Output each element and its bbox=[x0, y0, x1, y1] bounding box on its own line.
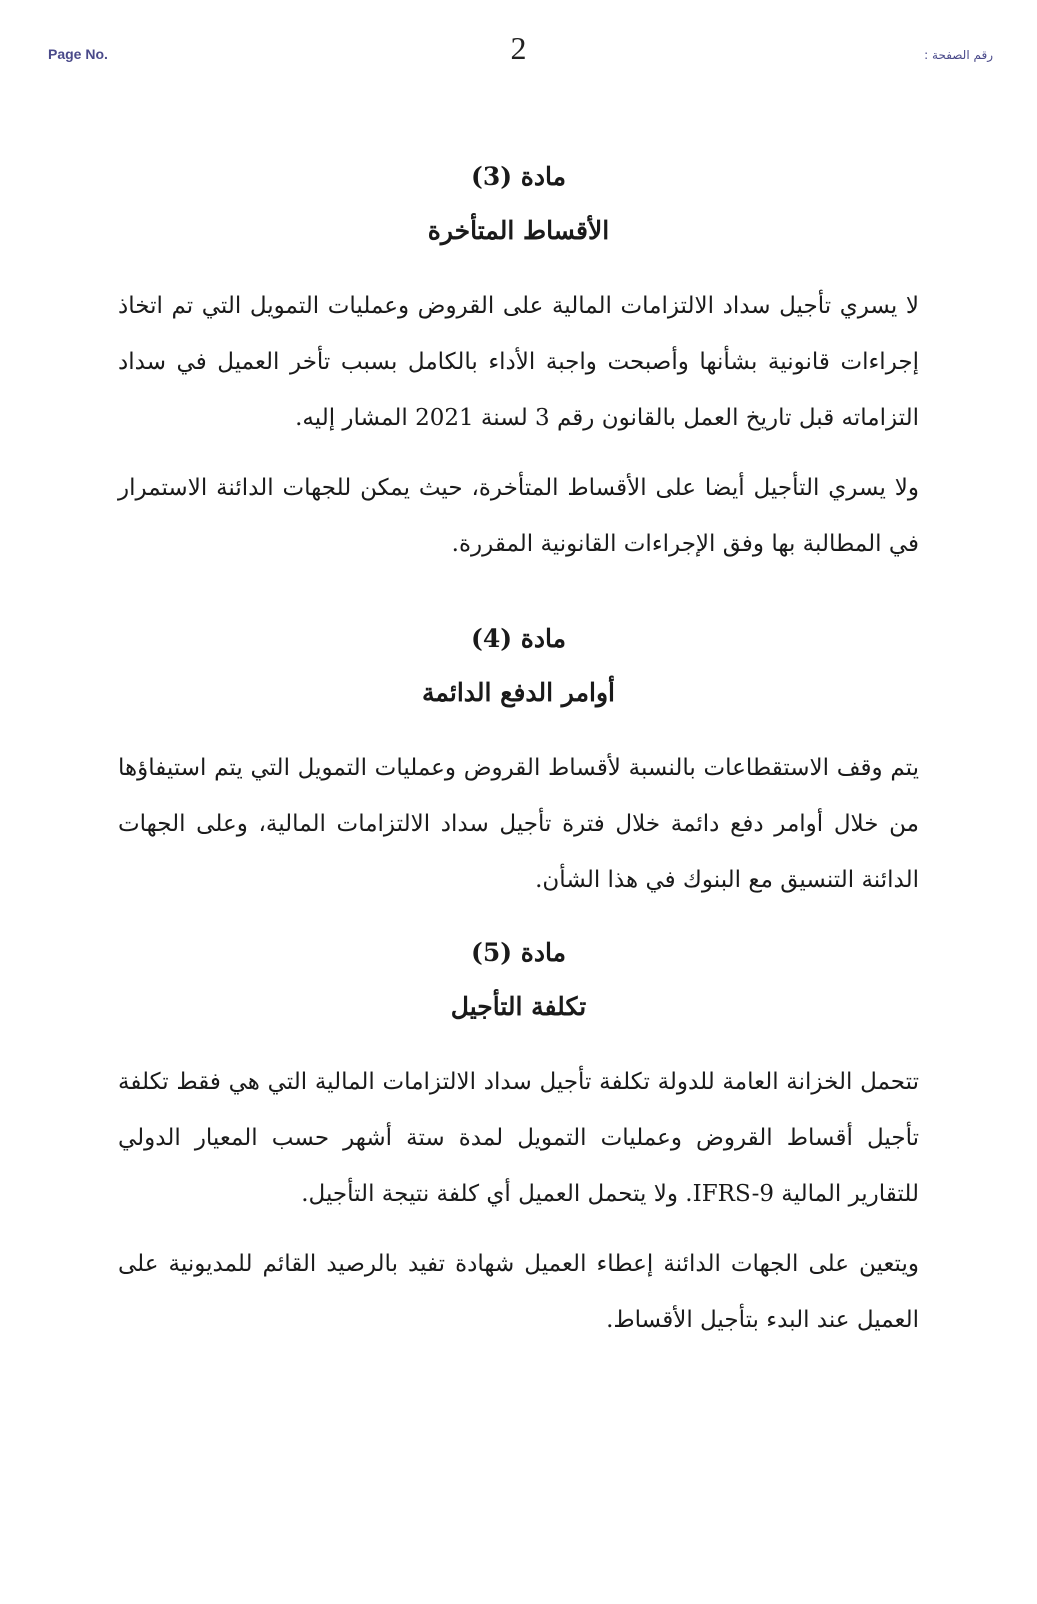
article-paragraph: ويتعين على الجهات الدائنة إعطاء العميل شهادة تفيد بالرصيد القائم للمديونية على العميل عند البدء بتأجيل الأقساط. bbox=[118, 1251, 919, 1333]
article-3 bbox=[118, 158, 919, 572]
page-number: 2 bbox=[510, 30, 527, 66]
article-paragraph: يتم وقف الاستقطاعات بالنسبة لأقساط القروض وعمليات التمويل التي يتم استيفاؤها من خلال أوامر دفع دائمة خلال فترة تأجيل سداد الالتزامات المالية، وعلى الجهات الدائنة التنسيق مع البنوك في هذا الشأن. bbox=[118, 755, 919, 893]
article-paragraph: ولا يسري التأجيل أيضا على الأقساط المتأخرة، حيث يمكن للجهات الدائنة الاستمرار في المطالبة بها وفق الإجراءات القانونية المقررة. bbox=[118, 475, 919, 557]
page-no-label: Page No. bbox=[48, 46, 108, 62]
page-no-label-arabic: رقم الصفحة : bbox=[924, 48, 993, 62]
article-number: مادة (3) bbox=[470, 162, 567, 191]
article-title: الأقساط المتأخرة bbox=[427, 216, 610, 245]
article-paragraph: لا يسري تأجيل سداد الالتزامات المالية على القروض وعمليات التمويل التي تم اتخاذ إجراءات قانونية بشأنها وأصبحت واجبة الأداء بالكامل بسبب تأخر العميل في سداد التزاماته قبل تاريخ العمل بالقانون رقم 3 لسنة 2021 المشار إليه. bbox=[118, 293, 919, 431]
article-title: أوامر الدفع الدائمة bbox=[422, 678, 615, 707]
article-5 bbox=[118, 934, 919, 1348]
article-4 bbox=[118, 620, 919, 908]
document-body bbox=[118, 150, 919, 1362]
article-paragraph: تتحمل الخزانة العامة للدولة تكلفة تأجيل سداد الالتزامات المالية التي هي فقط تكلفة تأجيل أقساط القروض وعمليات التمويل لمدة ستة أشهر حسب المعيار الدولي للتقارير المالية IFRS-9. ولا يتحمل العميل أي كلفة نتيجة التأجيل. bbox=[118, 1069, 919, 1207]
article-number: مادة (4) bbox=[470, 624, 567, 653]
article-number: مادة (5) bbox=[470, 938, 567, 967]
article-title: تكلفة التأجيل bbox=[450, 992, 587, 1021]
